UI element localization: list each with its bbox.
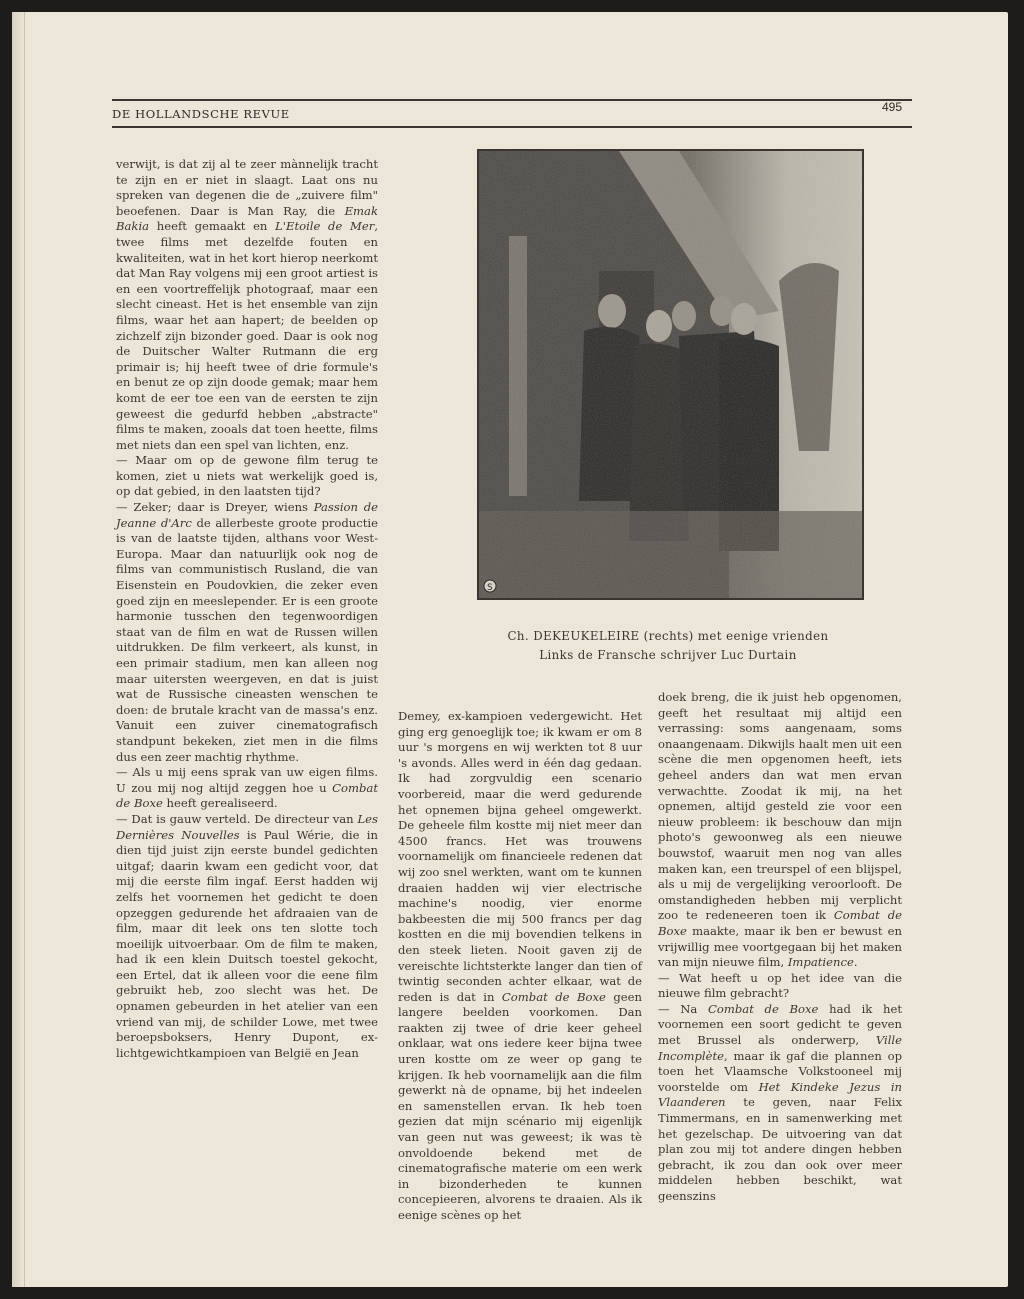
italic-title: Combat de Boxe (116, 780, 378, 811)
paragraph: — Maar om op de gewone film terug te komen, ziet u niets wat werkelijk goed is, op dat gebied, in den laatsten tijd? (116, 453, 378, 499)
italic-title: Combat de Boxe (708, 1001, 819, 1016)
photo-image (479, 151, 862, 598)
paragraph: — Na Combat de Boxe had ik het voornemen een soort gedicht te geven met Brussel als onderwerp, Ville Incomplète, maar ik gaf die plannen op toen het Vlaamsche Volkstooneel mij voorstelde om Het Kindeke Jezus in Vlaanderen te geven, naar Felix Timmermans, en in samenwerking met het gezelschap. De uitvoering van dat plan zou mij tot andere dingen hebben gebracht, ik zou dan ook over meer middelen hebben beschikt, wat geenszins (658, 1001, 903, 1203)
italic-title: Het Kindeke Jezus in Vlaanderen (658, 1079, 903, 1110)
paragraph: — Zeker; daar is Dreyer, wiens Passion de Jeanne d'Arc de allerbeste groote productie is van de laatste tijden, althans voor West-Europa. Maar dan natuurlijk ook nog de films van communistisch Rusland, die van Eisenstein en Poudovkien, die zeker even goed zijn en meeslepender. Er is een groote harmonie tusschen den tegenwoordigen staat van de film en wat de Russen willen uitdrukken. De film verkeert, als kunst, in een primair stadium, men kan alleen nog maar uitersten weergeven, en dat is juist wat de Russische cineasten wenschen te doen: de brutale kracht van de massa's enz. Vanuit een zuiver cinematografisch standpunt bekeken, ziet men in die films dus een zeer machtig rhythme. (116, 500, 379, 764)
italic-title: L'Etoile de Mer (275, 219, 375, 234)
paragraph: — Dat is gauw verteld. De directeur van Les Dernières Nouvelles is Paul Wérie, die in dien tijd juist zijn eerste bundel gedichten uitgaf; daarin kwam een gedicht voor, dat mij die eerste film ingaf. Eerst hadden wij zelfs het voornemen het gedicht te doen opzeggen gedurende het afdraaien van de film, maar dit leek ons ten slotte toch moeilijk uitvoerbaar. Om de film te maken, had ik een klein Duitsch toestel gekocht, een Ertel, dat ik alleen voor die eene film gebruikt heb, zoo slecht was het. De opnamen gebeurden in het atelier van een vriend van mij, de schilder Lowe, met twee beroepsboksers, Henry Dupont, ex-lichtgewichtkampioen van België en Jean (116, 811, 378, 1060)
paragraph: — Wat heeft u op het idee van die nieuwe film gebracht? (658, 970, 902, 1001)
page-number: 495 (882, 100, 903, 114)
header-rule-top (112, 99, 912, 101)
text-column-3 (658, 690, 902, 1205)
svg-text:S: S (487, 583, 493, 593)
header-rule-bottom (112, 126, 912, 128)
italic-title: Les Dernières Nouvelles (116, 811, 378, 842)
page-spine (12, 12, 25, 1287)
caption-line-1: Ch. DEKEUKELEIRE (rechts) met eenige vrienden (507, 629, 829, 643)
text-column-1 (116, 157, 378, 1061)
caption-line-2: Links de Fransche schrijver Luc Durtain (539, 648, 797, 662)
paragraph: Demey, ex-kampioen vedergewicht. Het ging erg genoeglijk toe; ik kwam er om 8 uur 's morgens en wij werkten tot 8 uur 's avonds. Alles werd in één dag gedaan. Ik had zorgvuldig een scenario voorbereid, maar die werd gedurende het opnemen bijna geheel omgewerkt. De geheele film kostte mij niet meer dan 4500 francs. Het was trouwens voornamelijk om financieele redenen dat wij zoo snel werkten, want om te kunnen draaien hadden wij vier electrische machine's noodig, vier enorme bakbeesten die mij 500 francs per dag kostten en die mij bovendien telkens in den steek lieten. Nooit gaven zij de vereischte lichtsterkte langer dan tien of twintig seconden achter elkaar, wat de reden is dat in Combat de Boxe geen langere beelden voorkomen. Dan raakten zij twee of drie keer geheel onklaar, wat ons iedere keer bijna twee uren kostte om ze weer op gang te krijgen. Ik heb voornamelijk aan die film gewerkt nà de opname, bij het indeelen en samenstellen ervan. Ik heb toen gezien dat mijn scénario mij eigenlijk van geen nut was geweest; ik was tè onvoldoende bekend met de cinematografische materie om een werk in bizonderheden te kunnen concepieeren, alvorens te draaien. Als ik eenige scènes op het (398, 709, 642, 1222)
group-photograph (477, 149, 864, 600)
paragraph: — Als u mij eens sprak van uw eigen films. U zou mij nog altijd zeggen hoe u Combat de Boxe heeft gerealiseerd. (116, 765, 378, 811)
text-column-2 (398, 709, 642, 1224)
italic-title: Impatience (787, 955, 854, 970)
italic-title: Passion de Jeanne d'Arc (116, 500, 379, 530)
paragraph: verwijt, is dat zij al te zeer mànnelijk tracht te zijn en er niet in slaagt. Laat ons nu spreken van degenen die de „zuivere film" beoefenen. Daar is Man Ray, die Emak Bakia heeft gemaakt en L'Etoile de Mer, twee films met dezelfde fouten en kwaliteiten, wat in het kort hierop neerkomt dat Man Ray volgens mij een groot artiest is en een voortreffelijk photograaf, maar een slecht cineast. Het is het ensemble van zijn films, waar het aan hapert; de beelden op zichzelf zijn bizonder goed. Daar is ook nog de Duitscher Walter Rutmann die erg primair is; hij heeft twee of drie formule's en benut ze op zijn doode gemak; maar hem komt de eer toe een van de eersten te zijn geweest die gedurfd hebben „abstracte" films te maken, zooals dat toen heette, films met niets dan een spel van lichten, enz. (116, 157, 378, 452)
running-title: DE HOLLANDSCHE REVUE (112, 107, 290, 121)
italic-title: Ville Incomplète (658, 1033, 902, 1063)
italic-title: Combat de Boxe (658, 908, 902, 938)
magazine-page (12, 12, 1008, 1287)
italic-title: Emak Bakia (116, 203, 378, 234)
photo-grain (479, 151, 862, 598)
paragraph: doek breng, die ik juist heb opgenomen, geeft het resultaat mij altijd een verrassing: soms aangenaam, soms onaangenaam. Dikwijls haalt men uit een scène die men opgenomen heeft, iets geheel anders dan wat men ervan verwachtte. Zoodat ik mij, na het opnemen, altijd gesteld zie voor een nieuw probleem: ik beschouw dan mijn photo's gewoonweg als een nieuwe bouwstof, waaruit men nog van alles maken kan, een treurspel of een blijspel, als u mij de vergelijking veroorlooft. De omstandigheden hebben mij verplicht zoo te redeneeren toen ik Combat de Boxe maakte, maar ik ben er bewust en vrijwillig mee voortgegaan bij het maken van mijn nieuwe film, Impatience. (658, 690, 902, 970)
italic-title: Combat de Boxe (501, 989, 606, 1004)
photo-caption (478, 627, 858, 665)
